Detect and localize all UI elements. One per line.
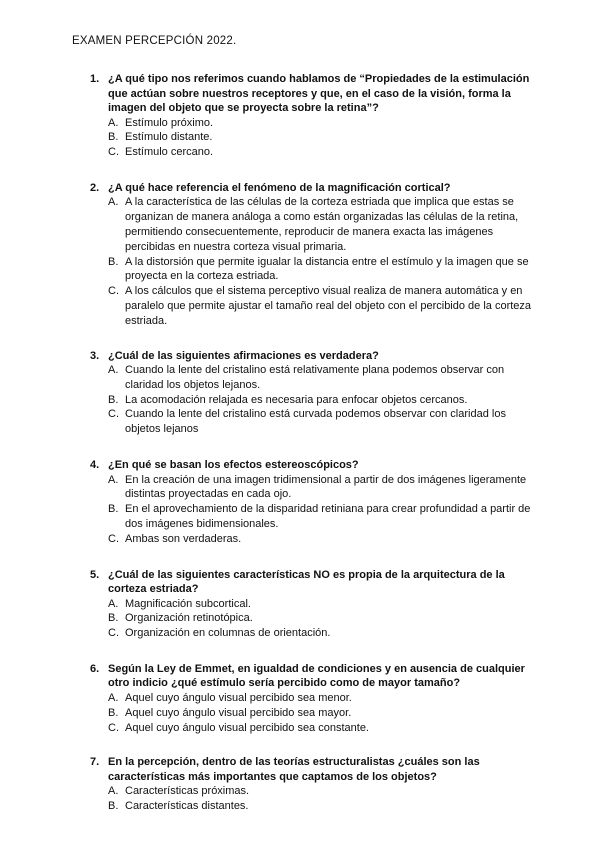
option-letter: B.	[108, 255, 119, 268]
option-letter: A.	[108, 473, 119, 486]
option-letter: B.	[108, 503, 119, 516]
option-text: Cuando la lente del cristalino está curvada podemos observar con claridad los objetos lejanos	[125, 408, 506, 436]
option-text: Estímulo distante.	[125, 131, 213, 144]
option-text: A los cálculos que el sistema perceptivo visual realiza de manera automática y en paralelo que permite ajustar el tamaño real del objeto con el percibido de la corteza estriada.	[125, 285, 532, 327]
question-7	[72, 755, 532, 814]
option-letter: A.	[108, 116, 119, 129]
option-letter: C.	[108, 408, 119, 421]
question-3	[72, 349, 532, 437]
option-text: A la distorsión que permite igualar la distancia entre el estímulo y la imagen que se proyecta en la corteza estriada.	[125, 255, 529, 283]
option-letter: B.	[108, 131, 119, 144]
option-c	[108, 284, 532, 328]
option-list	[108, 691, 532, 735]
option-text: Estímulo cercano.	[125, 146, 214, 159]
option-text: Organización en columnas de orientación.	[125, 627, 331, 640]
option-c	[108, 721, 532, 736]
question-1	[72, 72, 532, 160]
option-list	[108, 784, 532, 814]
option-list	[108, 597, 532, 641]
option-letter: C.	[108, 627, 119, 640]
option-letter: A.	[108, 597, 119, 610]
option-text: Características distantes.	[125, 800, 249, 813]
option-b	[108, 611, 532, 626]
question-4	[72, 458, 532, 546]
question-text: ¿Cuál de las siguientes afirmaciones es verdadera?	[108, 349, 379, 362]
option-list	[108, 195, 532, 328]
question-text: ¿A qué hace referencia el fenómeno de la magnificación cortical?	[108, 181, 451, 194]
option-text: En la creación de una imagen tridimensional a partir de dos imágenes ligeramente distintas proyectadas en cada ojo.	[125, 473, 527, 501]
option-letter: A.	[108, 196, 119, 209]
option-text: Ambas son verdaderas.	[125, 532, 242, 545]
option-a	[108, 363, 532, 393]
option-letter: A.	[108, 364, 119, 377]
option-c	[108, 532, 532, 547]
question-number: 5.	[90, 568, 100, 581]
option-b	[108, 799, 532, 814]
option-letter: B.	[108, 612, 119, 625]
option-c	[108, 407, 532, 437]
option-b	[108, 130, 532, 145]
option-letter: C.	[108, 146, 119, 159]
question-number: 1.	[90, 73, 100, 85]
option-letter: A.	[108, 691, 119, 704]
question-text: Según la Ley de Emmet, en igualdad de condiciones y en ausencia de cualquier otro indicio ¿qué estímulo sería percibido como de mayor tamaño?	[108, 662, 525, 690]
option-text: Características próximas.	[125, 785, 250, 798]
option-text: A la característica de las células de la corteza estriada que implica que estas se organizan de manera análoga a como están organizadas las células de la retina, permitiendo consecuentemente, reproducir de manera exacta las imágenes percibidas en nuestra corteza visual primaria.	[125, 196, 519, 253]
option-c	[108, 626, 532, 641]
option-a	[108, 691, 532, 706]
question-2	[72, 181, 532, 329]
option-letter: C.	[108, 285, 119, 298]
option-text: Aquel cuyo ángulo visual percibido sea menor.	[125, 691, 352, 704]
question-text: En la percepción, dentro de las teorías estructuralistas ¿cuáles son las características más importantes que captamos de los objetos?	[108, 756, 480, 783]
option-list	[108, 116, 532, 160]
option-c	[108, 145, 532, 160]
option-letter: B.	[108, 393, 119, 406]
option-list	[108, 473, 532, 547]
option-a	[108, 473, 532, 503]
question-number: 4.	[90, 459, 100, 472]
option-a	[108, 597, 532, 612]
option-a	[108, 116, 532, 131]
option-b	[108, 706, 532, 721]
question-text: ¿Cuál de las siguientes características NO es propia de la arquitectura de la corteza estriada?	[108, 568, 505, 596]
question-6	[72, 662, 532, 735]
option-a	[108, 784, 532, 799]
option-list	[108, 363, 532, 437]
option-letter: C.	[108, 721, 119, 734]
option-b	[108, 502, 532, 532]
option-text: Aquel cuyo ángulo visual percibido sea mayor.	[125, 706, 352, 719]
option-text: Organización retinotópica.	[125, 612, 253, 625]
option-letter: A.	[108, 785, 119, 798]
option-letter: C.	[108, 532, 119, 545]
option-letter: B.	[108, 706, 119, 719]
option-text: Magnificación subcortical.	[125, 597, 251, 610]
question-5	[72, 568, 532, 641]
question-text: ¿A qué tipo nos referimos cuando hablamos de “Propiedades de la estimulación que actúan sobre nuestros receptores y que, en el caso de la visión, forma la imagen del objeto que se proyecta sobre la retina”?	[108, 73, 530, 114]
option-letter: B.	[108, 800, 119, 813]
option-text: Estímulo próximo.	[125, 116, 214, 129]
option-text: En el aprovechamiento de la disparidad retiniana para crear profundidad a partir de dos imágenes bidimensionales.	[125, 503, 531, 530]
question-list	[72, 72, 532, 814]
question-number: 6.	[90, 662, 100, 675]
question-number: 3.	[90, 349, 100, 362]
option-b	[108, 393, 532, 408]
option-text: Cuando la lente del cristalino está relativamente plana podemos observar con claridad los objetos lejanos.	[125, 364, 505, 391]
question-number: 7.	[90, 756, 100, 769]
question-text: ¿En qué se basan los efectos estereoscópicos?	[108, 459, 359, 472]
option-a	[108, 195, 532, 254]
option-text: La acomodación relajada es necesaria para enfocar objetos cercanos.	[125, 393, 468, 406]
option-text: Aquel cuyo ángulo visual percibido sea constante.	[125, 721, 369, 734]
question-number: 2.	[90, 181, 100, 194]
exam-title: EXAMEN PERCEPCIÓN 2022.	[72, 35, 237, 47]
option-b	[108, 255, 532, 285]
